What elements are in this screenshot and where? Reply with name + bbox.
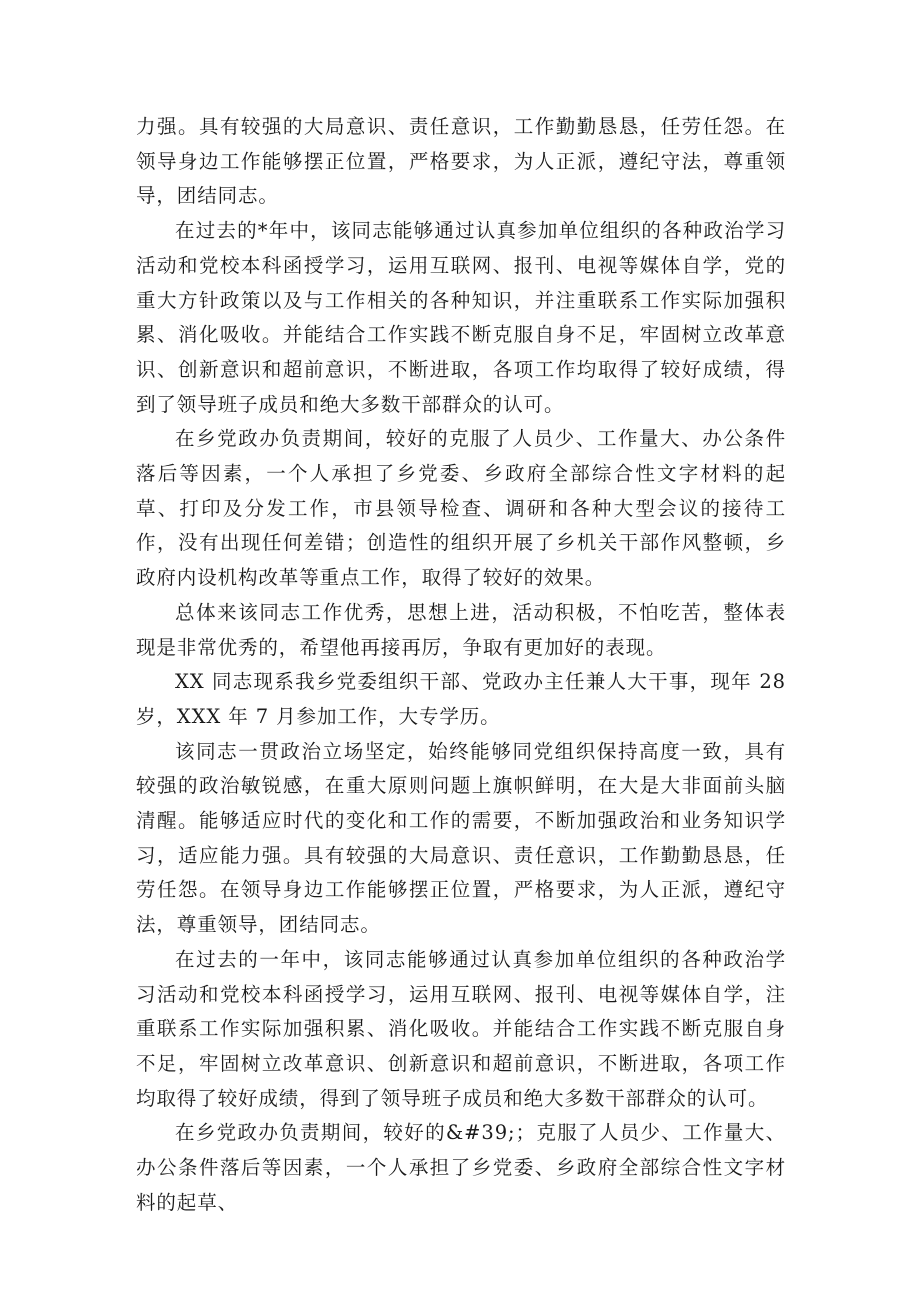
document-body [136,110,786,1221]
paragraph: 在过去的一年中，该同志能够通过认真参加单位组织的各种政治学习活动和党校本科函授学习，运用互联网、报刊、电视等媒体自学，注重联系工作实际加强积累、消化吸收。并能结合工作实践不断克服自身不足，牢固树立改革意识、创新意识和超前意识，不断进取，各项工作均取得了较好成绩，得到了领导班子成员和绝大多数干部群众的认可。 [136,947,786,1110]
paragraph: 在乡党政办负责期间，较好的克服了人员少、工作量大、办公条件落后等因素，一个人承担了乡党委、乡政府全部综合性文字材料的起草、打印及分发工作，市县领导检查、调研和各种大型会议的接待工作，没有出现任何差错；创造性的组织开展了乡机关干部作风整顿，乡政府内设机构改革等重点工作，取得了较好的效果。 [136,427,786,590]
paragraph: XX 同志现系我乡党委组织干部、党政办主任兼人大干事，现年 28 岁，XXX 年 7 月参加工作，大专学历。 [136,670,786,728]
paragraph: 在乡党政办负责期间，较好的&#39;；克服了人员少、工作量大、办公条件落后等因素，一个人承担了乡党委、乡政府全部综合性文字材料的起草、 [136,1121,786,1214]
paragraph: 该同志一贯政治立场坚定，始终能够同党组织保持高度一致，具有较强的政治敏锐感，在重大原则问题上旗帜鲜明，在大是大非面前头脑清醒。能够适应时代的变化和工作的需要，不断加强政治和业务知识学习，适应能力强。具有较强的大局意识、责任意识，工作勤勤恳恳，任劳任怨。在领导身边工作能够摆正位置，严格要求，为人正派，遵纪守法，尊重领导，团结同志。 [136,739,786,937]
paragraph: 总体来该同志工作优秀，思想上进，活动积极，不怕吃苦，整体表现是非常优秀的，希望他再接再厉，争取有更加好的表现。 [136,600,786,659]
paragraph: 力强。具有较强的大局意识、责任意识，工作勤勤恳恳，任劳任怨。在领导身边工作能够摆正位置，严格要求，为人正派，遵纪守法，尊重领导，团结同志。 [136,115,786,208]
paragraph: 在过去的*年中，该同志能够通过认真参加单位组织的各种政治学习活动和党校本科函授学习，运用互联网、报刊、电视等媒体自学，党的重大方针政策以及与工作相关的各种知识，并注重联系工作实际加强积累、消化吸收。并能结合工作实践不断克服自身不足，牢固树立改革意识、创新意识和超前意识，不断进取，各项工作均取得了较好成绩，得到了领导班子成员和绝大多数干部群众的认可。 [136,219,786,416]
